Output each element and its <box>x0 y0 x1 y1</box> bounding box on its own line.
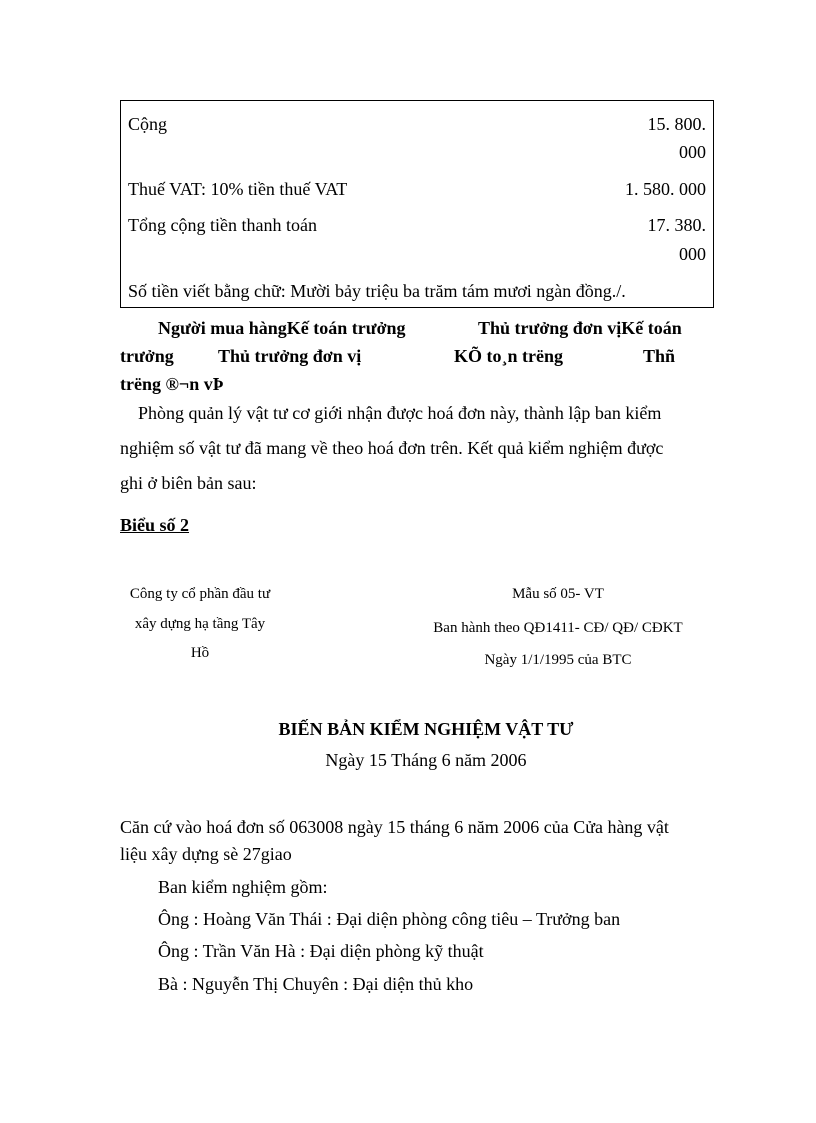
intro-line3: ghi ở biên bản sau: <box>120 473 257 493</box>
subtotal-value-line1: 15. 800. <box>647 114 706 134</box>
grand-total-value-line1: 17. 380. <box>647 215 706 235</box>
signature-line1-a: Người mua hàngKế toán trưởng <box>158 318 406 338</box>
form-label: Biểu số 2 <box>120 515 190 535</box>
company-line2: xây dựng hạ tầng Tây <box>134 616 266 632</box>
signature-line3-a: trëng ®¬n vÞ <box>120 374 224 394</box>
document-date: Ngày 15 Tháng 6 năm 2006 <box>325 750 527 770</box>
grand-total-value-line2: 000 <box>679 244 706 264</box>
committee-heading: Ban kiểm nghiệm gồm: <box>158 877 328 897</box>
vat-value: 1. 580. 000 <box>625 179 706 199</box>
company-line1: Công ty cổ phần đầu tư <box>129 586 271 602</box>
company-line3: Hồ <box>190 645 210 661</box>
basis-line2: liệu xây dựng sè 27giao <box>120 844 292 864</box>
signature-line2-b: Thủ trưởng đơn vị <box>218 346 362 366</box>
amount-in-words: Số tiền viết bằng chữ: Mười bảy triệu ba trăm tám mươi ngàn đồng./. <box>128 281 626 301</box>
committee-member: Bà : Nguyễn Thị Chuyên : Đại diện thủ kho <box>158 974 474 994</box>
signature-line2-d: Thñ <box>643 346 676 366</box>
committee-member: Ông : Hoàng Văn Thái : Đại diện phòng công tiêu – Trưởng ban <box>158 909 621 929</box>
committee-member: Ông : Trần Văn Hà : Đại diện phòng kỹ thuật <box>158 941 484 961</box>
signature-line1-b: Thủ trưởng đơn vịKế toán <box>478 318 682 338</box>
intro-line2: nghiệm số vật tư đã mang về theo hoá đơn trên. Kết quả kiểm nghiệm được <box>120 438 664 458</box>
vat-label: Thuế VAT: 10% tiền thuế VAT <box>128 179 348 199</box>
subtotal-label: Cộng <box>128 114 168 134</box>
subtotal-value-line2: 000 <box>679 142 706 162</box>
document-title: BIẾN BẢN KIỂM NGHIỆM VẬT TƯ <box>278 719 574 739</box>
form-code-line2: Ban hành theo QĐ1411- CĐ/ QĐ/ CĐKT <box>433 620 683 636</box>
intro-line1: Phòng quản lý vật tư cơ giới nhận được hoá đơn này, thành lập ban kiểm <box>138 403 662 423</box>
form-code-line1: Mẫu số 05- VT <box>512 586 604 602</box>
form-code-line3: Ngày 1/1/1995 của BTC <box>484 652 632 668</box>
grand-total-label: Tổng cộng tiền thanh toán <box>128 215 317 235</box>
totals-table <box>120 100 714 308</box>
signature-line2-c: KÕ to¸n trëng <box>454 346 563 366</box>
signature-line2-a: trưởng <box>120 346 174 366</box>
basis-line1: Căn cứ vào hoá đơn số 063008 ngày 15 tháng 6 năm 2006 của Cửa hàng vật <box>120 817 669 837</box>
